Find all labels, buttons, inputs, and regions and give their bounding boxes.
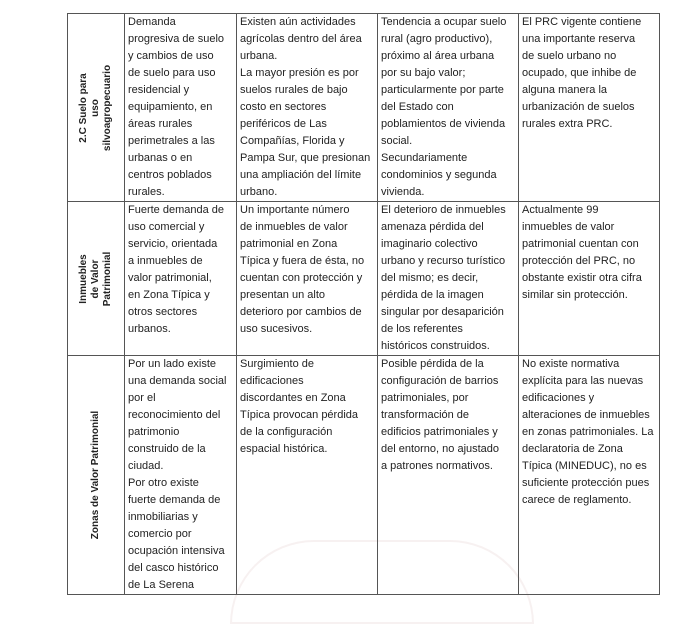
table-cell: Por un lado existe una demanda social por el reconocimiento del patrimonio construido de la ciudad. Por otro existe fuerte demanda de inmobiliarias y comercio por ocupación intensiva del casco histórico de La Serena <box>125 356 237 595</box>
table-cell: Demanda progresiva de suelo y cambios de uso de suelo para uso residencial y equipamiento, en áreas rurales perimetrales a las urbanas o en centros poblados rurales. <box>125 14 237 202</box>
row-header-cell <box>68 356 125 595</box>
row-header-label: 2.C Suelo para uso silvoagropecuario <box>78 64 113 151</box>
row-header-cell <box>68 14 125 202</box>
table-row <box>68 14 660 202</box>
table-cell: El deterioro de inmuebles amenaza pérdida del imaginario colectivo urbano y recurso turístico del mismo; es decir, pérdida de la imagen singular por desaparición de los referentes históricos construidos. <box>378 202 519 356</box>
analysis-table <box>67 13 660 595</box>
table-cell: No existe normativa explícita para las nuevas edificaciones y alteraciones de inmuebles en zonas patrimoniales. La declaratoria de Zona Típica (MINEDUC), no es suficiente protección pues carece de reglamento. <box>519 356 660 595</box>
table-row <box>68 356 660 595</box>
table-cell: Actualmente 99 inmuebles de valor patrimonial cuentan con protección del PRC, no obstante existir otra cifra similar sin protección. <box>519 202 660 356</box>
table-cell: Existen aún actividades agrícolas dentro del área urbana. La mayor presión es por suelos rurales de bajo costo en sectores periféricos de Las Compañías, Florida y Pampa Sur, que presionan una ampliación del límite urbano. <box>237 14 378 202</box>
table-cell: Un importante número de inmuebles de valor patrimonial en Zona Típica y fuera de ésta, no cuentan con protección y presentan un alto deterioro por cambios de uso sucesivos. <box>237 202 378 356</box>
row-header-label: Inmuebles de Valor Patrimonial <box>78 251 113 306</box>
table-cell: Surgimiento de edificaciones discordantes en Zona Típica provocan pérdida de la configuración espacial histórica. <box>237 356 378 595</box>
row-header-cell <box>68 202 125 356</box>
table-cell: Tendencia a ocupar suelo rural (agro productivo), próximo al área urbana por su bajo valor; particularmente por parte del Estado con poblamientos de vivienda social. Secundariamente condominios y segunda vivienda. <box>378 14 519 202</box>
table-cell: Posible pérdida de la configuración de barrios patrimoniales, por transformación de edificios patrimoniales y del entorno, no ajustado a patrones normativos. <box>378 356 519 595</box>
table-cell: El PRC vigente contiene una importante reserva de suelo urbano no ocupado, que inhibe de alguna manera la urbanización de suelos rurales extra PRC. <box>519 14 660 202</box>
table-row <box>68 202 660 356</box>
row-header-label: Zonas de Valor Patrimonial <box>90 410 101 540</box>
table-cell: Fuerte demanda de uso comercial y servicio, orientada a inmuebles de valor patrimonial, en Zona Típica y otros sectores urbanos. <box>125 202 237 356</box>
